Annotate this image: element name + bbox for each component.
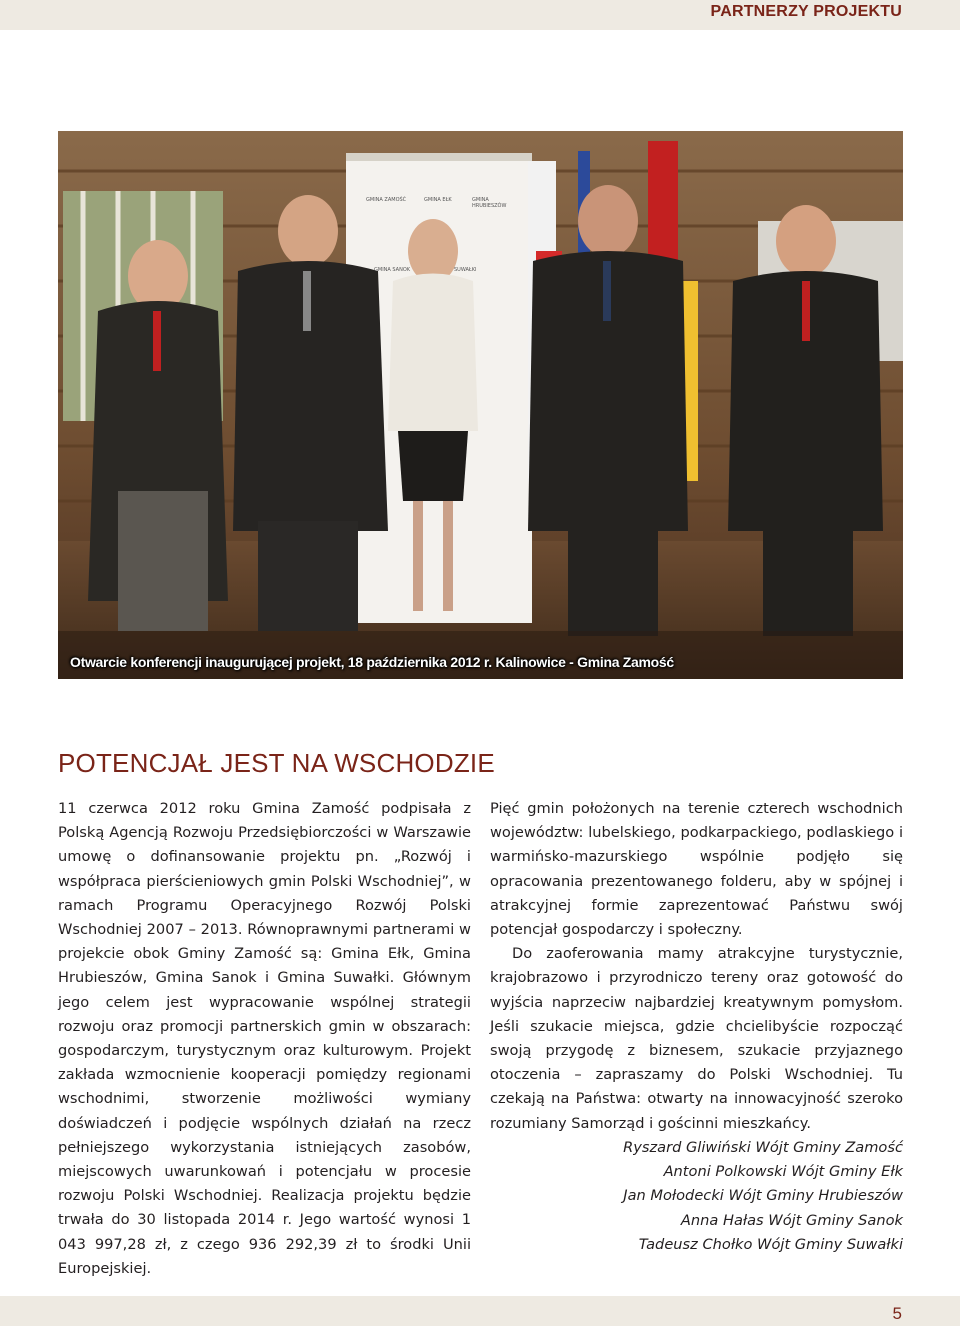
banner-label-elk: GMINA EŁK [424, 197, 452, 203]
signature-line: Tadeusz Chołko Wójt Gminy Suwałki [638, 1235, 903, 1253]
signature-line: Antoni Polkowski Wójt Gminy Ełk [663, 1163, 903, 1181]
footer-band [0, 1296, 960, 1326]
signature-line: Ryszard Gliwiński Wójt Gminy Zamość [623, 1139, 903, 1156]
right-paragraph-2: Do zaoferowania mamy atrakcyjne turystycznie, krajobrazowo i przyrodniczo tereny oraz gotowość do wyjścia naprzeciw najbardziej kreatywnym pomysłom. Jeśli szukacie miejsca, gdzie chcielibyście rozpocząć swoją przygodę z biznesem, szukacie przyjaznego otoczenia – zapraszamy do Polski Wschodniej. Tu czekają na Państwa: otwarty na innowacyjność szeroko rozumiany Samorząd i gościnni mieszkańcy. [490, 945, 903, 1132]
banner-label-hrubieszow: GMINA HRUBIESZÓW [472, 197, 507, 209]
signature-line: Jan Mołodecki Wójt Gminy Hrubieszów [623, 1187, 903, 1205]
article-left-column: 11 czerwca 2012 roku Gmina Zamość podpisała z Polską Agencją Rozwoju Przedsiębiorczości w Warszawie umowę o dofinansowanie projektu pn. „Rozwój i współpraca pierścieniowych gmin Polski Wschodniej”, w ramach Programu Operacyjnego Rozwój Polski Wschodniej 2007 – 2013. Równoprawnymi partnerami w projekcie obok Gminy Zamość są: Gmina Ełk, Gmina Hrubieszów, Gmina Sanok i Gmina Suwałki. Głównym jego celem jest wypracowanie wspólnej strategii rozwoju oraz promocji partnerskich gmin w obszarach: gospodarczym, turystycznym oraz kulturowym. Projekt zakłada wzmocnienie kooperacji pomiędzy regionami wschodnimi, stworzenie możliwości wymiany doświadczeń i podjęcie wspólnych działań na rzecz pełniejszego wykorzystania istniejących zasobów, miejscowych uwarunkowań i potencjału w procesie rozwoju Polski Wschodniej. Realizacja projektu będzie trwała do 30 listopada 2014 r. Jego wartość wynosi 1 043 997,28 zł, z czego 936 292,39 zł to środki Unii Europejskiej. [58, 800, 471, 1277]
banner-label-zamosc: GMINA ZAMOŚĆ [366, 197, 407, 203]
photo-illustration [58, 131, 903, 679]
banner-label-sanok: GMINA SANOK [374, 267, 411, 273]
signatures-block [623, 1136, 903, 1257]
article-headline: POTENCJAŁ JEST NA WSCHODZIE [58, 748, 495, 778]
signature-line: Anna Hałas Wójt Gminy Sanok [680, 1211, 903, 1229]
section-label: PARTNERZY PROJEKTU [710, 3, 902, 20]
right-paragraph-1: Pięć gmin położonych na terenie czterech wschodnich województw: lubelskiego, podkarpackiego, podlaskiego i warmińsko-mazurskiego wspólnie podjęło się opracowania prezentowanego folderu, aby w spójnej i atrakcyjnej formie zaprezentować Państwu swój potencjał gospodarczy i społeczny. [490, 800, 903, 939]
photo-caption: Otwarcie konferencji inaugurującej projekt, 18 października 2012 r. Kalinowice - Gmina Zamość [70, 654, 674, 670]
article-right-column [490, 797, 903, 1136]
banner-label-suwalki: SUWAŁKI [454, 267, 477, 273]
page-number: 5 [892, 1304, 902, 1323]
conference-photo [58, 131, 903, 679]
